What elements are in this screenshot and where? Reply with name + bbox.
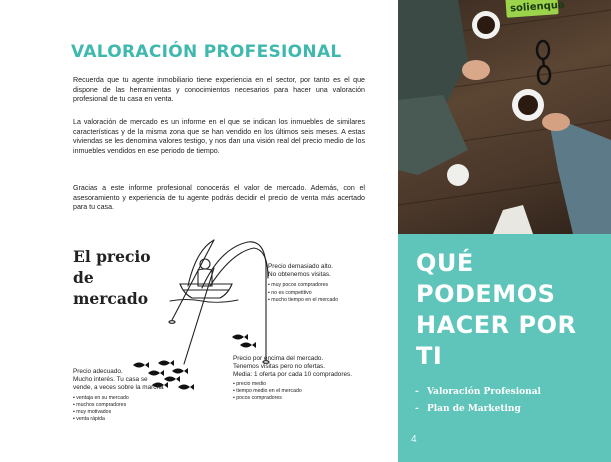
price-right-block: [73, 368, 168, 423]
price-right-heading: Precio adecuado.: [73, 368, 123, 375]
list-item: ▪ mucho tiempo en el mercado: [268, 297, 388, 304]
price-too-high-block: [268, 263, 388, 304]
paragraph-report: Gracias a este informe profesional conocerás el valor de mercado. Además, con el asesoramiento y experiencia de tu agente podrás decidir el precio de venta más acertado para tu casa.: [73, 184, 365, 212]
price-above-average: Media: 1 oferta por cada 10 compradores.: [233, 371, 353, 379]
list-item: ▪ pocos compradores: [233, 395, 383, 402]
price-too-high-list: [268, 282, 388, 304]
list-item: ▪ venta rápida: [73, 416, 168, 423]
list-item: ▪ muy pocos compradores: [268, 282, 388, 289]
photo-illustration: [398, 0, 611, 234]
right-page: [398, 0, 611, 462]
list-item: ▪ tiempo medio en el mercado: [233, 388, 383, 395]
price-too-high-subheading: No obtenemos visitas.: [268, 271, 331, 279]
list-item: - Valoración Profesional: [415, 387, 541, 397]
list-item: ▪ muy motivados: [73, 409, 168, 416]
services-list: [415, 384, 541, 418]
paragraph-valuation: La valoración de mercado es un informe en el que se indican los inmuebles de similares características y de la misma zona que se han vendido en los últimos seis meses. A estas viviendas se les denomina valores testigo, y nos dan una visión real del precio medio de los inmuebles vendidos en ese periodo de tiempo.: [73, 118, 365, 155]
list-item: ▪ ventaja en su mercado: [73, 395, 168, 402]
price-right-list: [73, 395, 168, 424]
section-title: VALORACIÓN PROFESIONAL: [71, 42, 342, 62]
price-too-high-heading: Precio demasiado alto.: [268, 263, 334, 270]
list-item: ▪ muchos compradores: [73, 402, 168, 409]
list-item: - Plan de Marketing: [415, 404, 521, 414]
price-above-list: [233, 381, 383, 403]
market-price-heading: El precio de mercado: [73, 247, 151, 308]
price-right-subheading: Mucho interés. Tu casa se vende, a veces sobre la marcha: [73, 376, 164, 392]
cafe-table-photo: [398, 0, 611, 234]
fish-pair-icon: [230, 331, 258, 351]
paragraph-intro: Recuerda que tu agente inmobiliario tiene experiencia en el sector, por tanto es el que dispone de las herramientas y conocimientos necesarios para hacer una valoración profesional de tu casa en venta.: [73, 76, 365, 104]
price-above-heading: Precio por encima del mercado.: [233, 355, 324, 362]
price-above-market-block: [233, 355, 383, 402]
teal-panel: [398, 234, 611, 462]
list-item: ▪ precio medio: [233, 381, 383, 388]
sign-text: solienqua: [509, 0, 566, 15]
panel-title: QUÉ PODEMOS HACER POR TI: [416, 249, 577, 370]
price-above-subheading: Tenemos visitas pero no ofertas.: [233, 363, 325, 371]
list-item: ▪ no es competitivo: [268, 290, 388, 297]
page-number: 4: [411, 434, 417, 445]
